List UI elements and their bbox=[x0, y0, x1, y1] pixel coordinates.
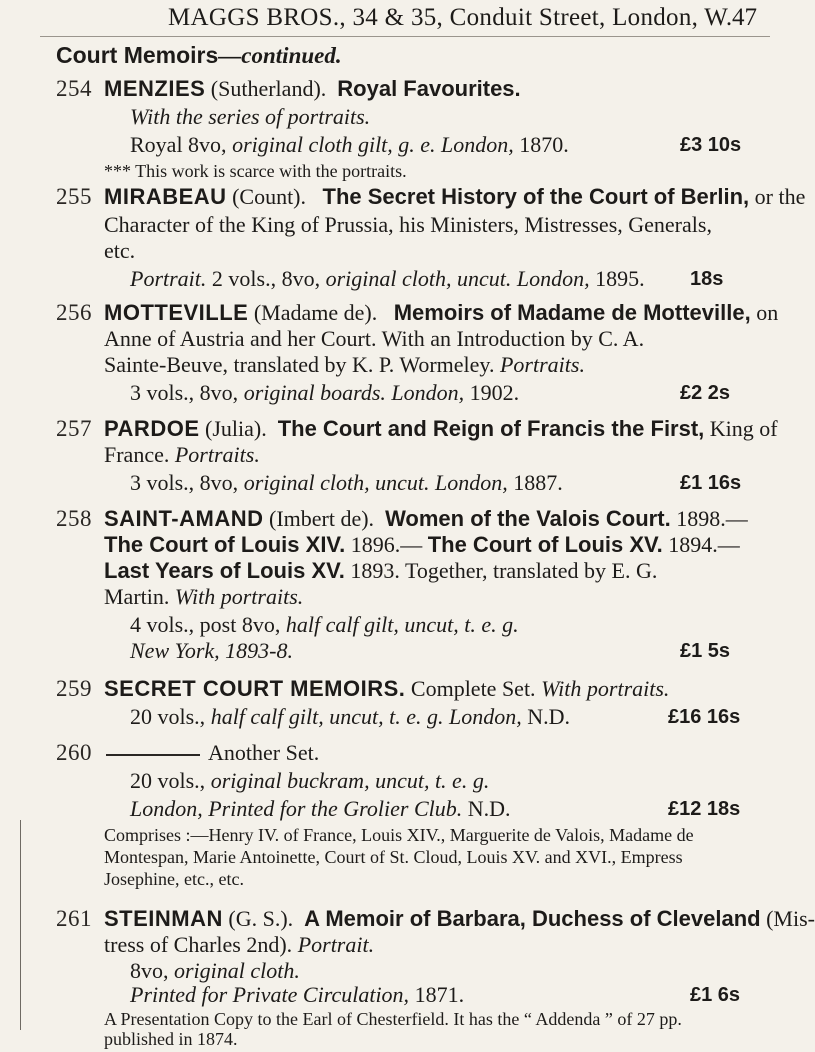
entry-title: Memoirs of Madame de Motteville, bbox=[393, 300, 751, 325]
entry-illustration: With portraits. bbox=[541, 676, 670, 701]
entry-title-end: tress of Charles 2nd). bbox=[104, 932, 298, 957]
entry-illustration: With portraits. bbox=[174, 584, 304, 609]
entry-line-2 bbox=[130, 704, 570, 730]
entry-line-1 bbox=[104, 906, 815, 932]
entry-imprint: London, Printed for the Grolier Club. bbox=[130, 796, 463, 821]
entry-title-continued: or the bbox=[749, 184, 806, 209]
entry-line-3 bbox=[130, 796, 511, 822]
entry-year: 1887. bbox=[507, 470, 563, 495]
entry-price: £1 16s bbox=[680, 472, 742, 494]
entry-line-1 bbox=[104, 416, 778, 442]
entry-line-6: New York, 1893-8. bbox=[130, 638, 293, 663]
entry-line-1 bbox=[104, 184, 805, 210]
entry-format: Royal 8vo, bbox=[130, 132, 233, 157]
entry-price: £16 16s bbox=[668, 706, 741, 728]
entry-number: 257 bbox=[56, 416, 92, 441]
entry-binding: original cloth. bbox=[174, 958, 300, 983]
entry-format: 8vo, bbox=[130, 958, 174, 983]
entry-line-3 bbox=[130, 958, 300, 984]
entry-year: 1871. bbox=[409, 982, 465, 1007]
entry-note-1: A Presentation Copy to the Earl of Chesterfield. It has the “ Addenda ” of 27 pp. bbox=[104, 1009, 682, 1029]
page-header bbox=[0, 0, 800, 30]
header-rule bbox=[40, 36, 770, 37]
entry-year-3: 1894.— bbox=[662, 532, 740, 557]
section-title bbox=[56, 42, 342, 69]
entry-title-continued: (Mis- bbox=[760, 906, 815, 931]
entry-title-end: France. bbox=[104, 442, 175, 467]
entry-author-detail: (Madame de). bbox=[248, 300, 378, 325]
ditto-dash bbox=[106, 754, 200, 756]
entry-author: MOTTEVILLE bbox=[104, 300, 249, 325]
section-continued: —continued. bbox=[218, 43, 342, 68]
entry-line-1 bbox=[104, 676, 669, 702]
entry-translator-end: Martin. bbox=[104, 584, 175, 609]
entry-translator: 1893. Together, translated by E. G. bbox=[344, 558, 658, 583]
entry-line-5 bbox=[130, 612, 519, 638]
entry-line-2 bbox=[130, 768, 489, 794]
entry-number: 255 bbox=[56, 184, 92, 209]
entry-line-3 bbox=[104, 352, 585, 378]
entry-line-3 bbox=[130, 132, 569, 158]
entry-year: N.D. bbox=[462, 796, 511, 821]
entry-author: SECRET COURT MEMOIRS. bbox=[104, 676, 406, 701]
page-edge-line bbox=[20, 820, 41, 1030]
entry-line-4 bbox=[130, 982, 464, 1008]
entry-format: 3 vols., 8vo, bbox=[130, 470, 244, 495]
entry-imprint: Printed for Private Circulation, bbox=[130, 982, 410, 1007]
entry-format: 2 vols., 8vo, bbox=[206, 266, 326, 291]
entry-author: MIRABEAU bbox=[104, 184, 227, 209]
entry-number: 256 bbox=[56, 300, 92, 325]
entry-price: £1 6s bbox=[690, 984, 741, 1006]
entry-title-3: The Court of Louis XV. bbox=[427, 532, 663, 557]
section-title-text: Court Memoirs bbox=[56, 42, 219, 68]
entry-line-2 bbox=[104, 442, 260, 468]
entry-author-detail: Complete Set. bbox=[405, 676, 542, 701]
entry-author-detail: (Sutherland). bbox=[205, 76, 327, 101]
entry-number: 254 bbox=[56, 76, 92, 101]
entry-year: 1895. bbox=[589, 266, 645, 291]
entry-year: 1902. bbox=[464, 380, 520, 405]
entry-author-detail: (Imbert de). bbox=[263, 506, 375, 531]
entry-binding: original cloth, uncut. London, bbox=[243, 470, 508, 495]
entry-line-3: etc. bbox=[104, 238, 136, 263]
entry-year: 1870. bbox=[513, 132, 569, 157]
entry-title-continued: on bbox=[750, 300, 779, 325]
entry-title-2: The Court of Louis XIV. bbox=[104, 532, 346, 557]
entry-illustration: Portrait. bbox=[297, 932, 375, 957]
entry-price: £12 18s bbox=[668, 798, 741, 820]
entry-number: 260 bbox=[56, 740, 92, 765]
entry-line-3 bbox=[130, 470, 563, 496]
entry-price: 18s bbox=[690, 268, 724, 290]
entry-number: 258 bbox=[56, 506, 92, 531]
entry-title: The Court and Reign of Francis the First, bbox=[277, 416, 705, 441]
entry-line-4 bbox=[104, 584, 303, 610]
entry-line-1 bbox=[104, 76, 521, 102]
entry-illustration: Portraits. bbox=[174, 442, 260, 467]
entry-title: A Memoir of Barbara, Duchess of Cleveland bbox=[304, 906, 761, 931]
entry-binding: half calf gilt, uncut, t. e. g. London, bbox=[210, 704, 522, 729]
page-number: 47 bbox=[732, 4, 757, 31]
entry-line-1 bbox=[96, 740, 319, 766]
entry-note-3: Josephine, etc., etc. bbox=[104, 869, 244, 889]
entry-author-detail: (Julia). bbox=[199, 416, 267, 441]
entry-number: 261 bbox=[56, 906, 92, 931]
entry-title-continued: King of bbox=[704, 416, 778, 441]
entry-year: N.D. bbox=[521, 704, 571, 729]
entry-author: PARDOE bbox=[104, 416, 200, 441]
entry-illustration: Portraits. bbox=[499, 352, 585, 377]
entry-illustration: Portrait. bbox=[130, 266, 207, 291]
entry-title-4: Last Years of Louis XV. bbox=[104, 558, 345, 583]
entry-binding: original cloth gilt, g. e. London, bbox=[232, 132, 514, 157]
entry-binding: original cloth, uncut. London, bbox=[325, 266, 590, 291]
entry-note: *** This work is scarce with the portraits. bbox=[104, 161, 407, 181]
entry-format: 20 vols., bbox=[130, 768, 211, 793]
entry-note-2: published in 1874. bbox=[104, 1029, 238, 1049]
entry-format: 3 vols., 8vo, bbox=[130, 380, 244, 405]
entry-note-1: Comprises :—Henry IV. of France, Louis XIV., Marguerite de Valois, Madame de bbox=[104, 825, 694, 845]
entry-title: Royal Favourites. bbox=[337, 76, 521, 101]
entry-line-4 bbox=[130, 266, 645, 292]
entry-title: The Secret History of the Court of Berlin, bbox=[322, 184, 750, 209]
entry-author-detail: (G. S.). bbox=[222, 906, 294, 931]
entry-number: 259 bbox=[56, 676, 92, 701]
publisher-header: MAGGS BROS., 34 & 35, Conduit Street, London, W. bbox=[168, 4, 733, 31]
entry-price: £3 10s bbox=[680, 134, 742, 156]
entry-line-3 bbox=[104, 558, 657, 584]
entry-line-2 bbox=[104, 932, 374, 958]
entry-line-1 bbox=[104, 506, 748, 532]
entry-binding: original buckram, uncut, t. e. g. bbox=[210, 768, 490, 793]
entry-price: £2 2s bbox=[680, 382, 731, 404]
entry-year-2: 1896.— bbox=[345, 532, 423, 557]
entry-line-2: Character of the King of Prussia, his Ministers, Mistresses, Generals, bbox=[104, 212, 712, 237]
entry-title: Women of the Valois Court. bbox=[385, 506, 671, 531]
entry-author-detail: (Count). bbox=[226, 184, 307, 209]
entry-format: 4 vols., post 8vo, bbox=[130, 612, 286, 637]
entry-year: 1898.— bbox=[670, 506, 748, 531]
entry-line-2: Anne of Austria and her Court. With an Introduction by C. A. bbox=[104, 326, 645, 351]
entry-note-2: Montespan, Marie Antoinette, Court of St. Cloud, Louis XV. and XVI., Empress bbox=[104, 847, 683, 867]
entry-format: 20 vols., bbox=[130, 704, 211, 729]
entry-price: £1 5s bbox=[680, 640, 731, 662]
entry-title: Another Set. bbox=[208, 740, 320, 765]
entry-line-1 bbox=[104, 300, 778, 326]
entry-line-4 bbox=[130, 380, 519, 406]
entry-translator: Sainte-Beuve, translated by K. P. Wormeley. bbox=[104, 352, 500, 377]
entry-line-2: With the series of portraits. bbox=[130, 104, 371, 129]
entry-line-2 bbox=[104, 532, 740, 558]
entry-author: MENZIES bbox=[104, 76, 206, 101]
entry-author: STEINMAN bbox=[104, 906, 223, 931]
entry-binding: original boards. London, bbox=[243, 380, 465, 405]
entry-binding: half calf gilt, uncut, t. e. g. bbox=[285, 612, 519, 637]
entry-author: SAINT-AMAND bbox=[104, 506, 264, 531]
